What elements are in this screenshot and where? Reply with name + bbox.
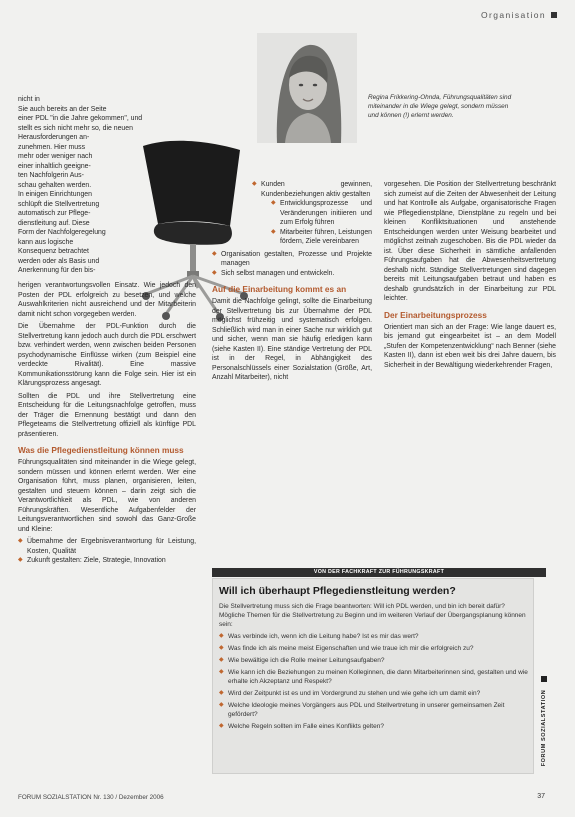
box-intro: Die Stellvertretung muss sich die Frage beantworten: Will ich PDL werden, und bin ich bereit dafür? Mögliche Themen für die Stellvertretung zu Beginn und im weiteren Verlauf der Übergangsplanung können sein: <box>219 603 526 628</box>
info-box <box>212 578 534 774</box>
sub-list <box>261 199 372 247</box>
column-1-wrap <box>18 95 143 276</box>
paragraph: vorgesehen. Die Position der Stellvertretung beschränkt sich zumeist auf die Zeiten der Abwesenheit der Leitung und hat Kontrolle als Aufgabe, organisatorische Fragen wie Pflegedienstpläne, Dienstpläne zu regeln und bei kleinen Konfliktsituationen und anstehende Entscheidungen werden unter Weisung bearbeitet und möglichst zeitnah zugeschoben. Bis die PDL wieder da ist. Über diese Sicherheit in sämtliche anfallenden Führungsaufgaben hat die Abwesenheitsvertretung deshalb nicht. Ständige Stellvertretungen sind dagegen bereits mit Leitungsaufgaben betraut und haben es deshalb grundsätzlich in der Einarbeitung zur PDL leichter. <box>384 181 556 302</box>
portrait-photo <box>257 33 357 143</box>
question-item: ◆ Was finde ich als meine meist Eigenschaften und wie traue ich mir die erfolgreich zu? <box>219 644 528 653</box>
paragraph: Die Übernahme der PDL-Funktion durch die Stellvertretung kann jedoch auch durch die PDL erschwert bzw. verhindert werden, wenn zwischen beiden Personen psychodynamische Einflüsse wirken (zum Beispiel eine verdeckte Rivalität). Eine massive Kommunikationsstörung kann die Folge sein. Hier ist ein Klärungsprozess angesagt. <box>18 323 196 387</box>
text-line: In einigen Einrichtungen <box>18 191 92 198</box>
paragraph: Führungsqualitäten sind miteinander in die Wiege gelegt, sondern müssen und können erlernt werden. Wer eine Organisation führt, muss planen, organisieren, leiten, gestalten und steuern können – darin zeigt sich die Verantwortlichkeit als PDL, wie von anderen Führungskräften. Wesentliche Aufgabenfelder der Leitungsverantwortlichen sind sowohl das Ganz-Große und Kleine: <box>18 459 196 533</box>
question-item: ◆ Welche Regeln sollten im Falle eines Konflikts gelten? <box>219 722 528 731</box>
text-line: schlüpft die Stellvertretung <box>18 200 100 208</box>
list-item: ◆ Übernahme der Ergebnisverantwortung für Leistung, Kosten, Qualität <box>18 537 196 556</box>
list-item: ◆ Sich selbst managen und entwickeln. <box>212 269 372 279</box>
column-2 <box>212 180 372 386</box>
sub-list-item: ◆ Entwicklungsprozesse und Veränderungen initiieren und zum Erfolg führen <box>271 199 372 228</box>
text-line: automatisch zur Pflege- <box>18 210 91 217</box>
subheading: Auf die Einarbeitung kommt es an <box>212 284 347 294</box>
page-number: 37 <box>537 793 545 800</box>
text-line: stellt es sich nicht mehr so, die neuen <box>18 124 133 132</box>
text-line: kann aus logische <box>18 238 74 246</box>
question-item: ◆ Welche Ideologie meines Vorgängers aus PDL und Stellvertretung in unserer gemeinsamen Zeit gefördert? <box>219 701 528 719</box>
text-line: schau gehalten werden. <box>18 181 92 189</box>
text-line: zunehmen. Hier muss <box>18 143 86 151</box>
text-line: einer PDL "in die Jahre gekommen", und <box>18 115 143 122</box>
footer-left: FORUM SOZIALSTATION Nr. 130 / Dezember 2006 <box>18 794 164 801</box>
text-line: Konsequenz betrachtet <box>18 248 89 255</box>
side-label-text: FORUM SOZIALSTATION <box>541 689 547 767</box>
text-line: Form der Nachfolgeregelung <box>18 229 106 236</box>
column-3 <box>384 180 556 373</box>
square-icon <box>541 676 547 682</box>
subheading: Was die Pflegedienstleitung können muss <box>18 445 184 455</box>
text-line: werden oder als Basis und <box>18 257 100 265</box>
text-line: einer inhaltlich geeigne- <box>18 162 91 170</box>
text-line: Anerkennung für den bis- <box>18 267 96 274</box>
side-label <box>539 684 549 772</box>
question-item: ◆ Was verbinde ich, wenn ich die Leitung habe? Ist es mir das wert? <box>219 632 528 641</box>
section-header <box>481 10 557 20</box>
text-line: nicht in <box>18 96 40 103</box>
bullet-list <box>212 180 372 247</box>
box-title: Will ich überhaupt Pflegedienstleitung werden? <box>219 585 456 597</box>
text-line: dienstleitung auf. Diese <box>18 219 90 227</box>
question-item: ◆ Wird der Zeitpunkt ist es und im Vordergrund zu stehen und wie gehe ich um damit ein? <box>219 689 528 698</box>
text-line: Herausforderungen an- <box>18 134 90 141</box>
paragraph: herigen verantwortungsvollen Einsatz. Wie jedoch den Posten der PDL erfolgreich zu besetzen, und welche Auswahlkriterien nicht ausreichend und der Mitarbeiterin damit nicht schon vorgegeben werden. <box>18 282 196 318</box>
column-1 <box>18 281 196 569</box>
box-header-bar: VON DER FACHKRAFT ZUR FÜHRUNGSKRAFT <box>212 568 546 577</box>
list-item-text: Kunden gewinnen, Kundenbeziehungen aktiv gestalten <box>261 181 372 198</box>
text-line: mehr oder weniger nach <box>18 153 93 160</box>
bullet-list <box>212 250 372 279</box>
photo-caption: Regina Frikkering-Ohnda, Führungsqualitäten sind miteinander in die Wiege gelegt, sondern müssen und können (!) erlernt werden. <box>368 94 512 119</box>
question-list <box>219 632 528 731</box>
bullet-list <box>18 537 196 566</box>
paragraph: Orientiert man sich an der Frage: Wie lange dauert es, bis jemand gut eingearbeitet ist – an dem Modell „Stufen der Kompetenzentwicklung“ nach Benner (siehe Kasten II), dann ist eben weit bis drei Jahre dauern, bis Sicherheit in der Bewältigung wiederkehrender Fragen, <box>384 323 556 369</box>
sub-list-item: ◆ Mitarbeiter führen, Leistungen fördern, Ziele vereinbaren <box>271 228 372 247</box>
list-item <box>252 180 372 247</box>
question-item: ◆ Wie bewältige ich die Rolle meiner Leitungsaufgaben? <box>219 656 528 665</box>
square-icon <box>551 12 557 18</box>
list-item: ◆ Zukunft gestalten: Ziele, Strategie, Innovation <box>18 556 196 566</box>
question-item: ◆ Wie kann ich die Beziehungen zu meinen Kolleginnen, die dann Mitarbeiterinnen sind, gestalten und wie erhalte ich Akzeptanz und Respekt? <box>219 668 528 686</box>
text-line: ten Nachfolgerin Aus- <box>18 172 84 179</box>
section-title: Organisation <box>481 10 546 20</box>
text-line: Sie auch bereits an der Seite <box>18 105 107 113</box>
paragraph: Sollten die PDL und ihre Stellvertretung eine Entscheidung für die Leitungsnachfolge getroffen, muss der Träger die Ernennung bestätigt und dann den Pflegeteams die Stellvertretung offiziell als künftige PDL präsentieren. <box>18 392 196 438</box>
list-item: ◆ Organisation gestalten, Prozesse und Projekte managen <box>212 250 372 269</box>
subheading: Der Einarbeitungsprozess <box>384 309 487 320</box>
paragraph: Damit die Nachfolge gelingt, sollte die Einarbeitung der Stellvertretung bis zur Übernahme der PDL möglichst frühzeitig und systematisch erfolgen. Schließlich wird man in einer Sache nur wirklich gut und sicher, wenn man sie häufig erledigen kann (siehe Kasten II). Eine ständige Vertretung der PDL ist in der Regel, in Abhängigkeit des Personalschlüssels einer Sozialstation (Größe, Art, Anzahl Mitarbeiter), nicht <box>212 298 372 381</box>
